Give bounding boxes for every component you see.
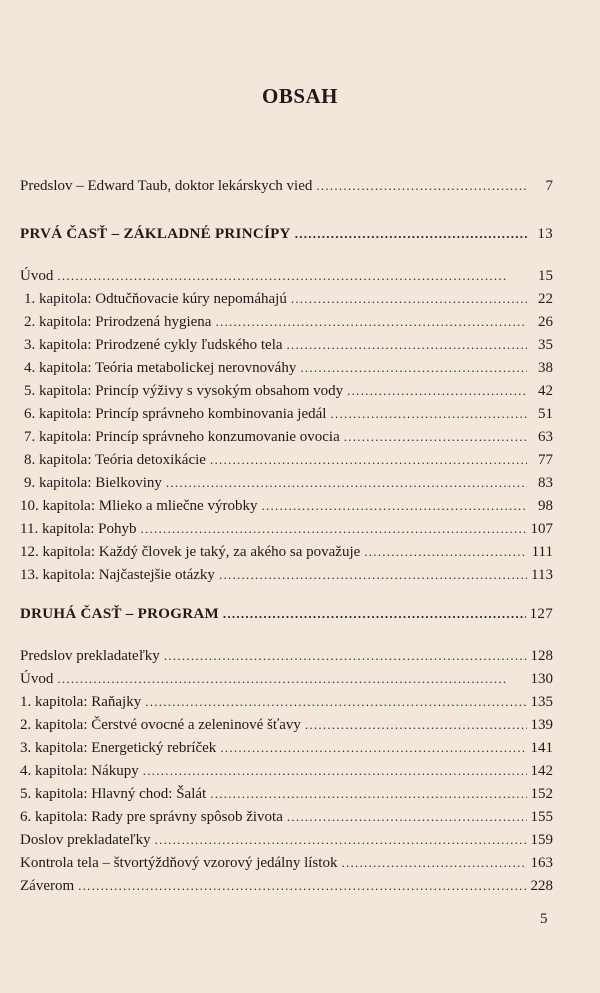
entry-label: 3. kapitola: Energetický rebríček bbox=[20, 740, 217, 756]
entry-label: 3. kapitola: Prirodzené cykly ľudského tela bbox=[24, 337, 283, 353]
entry-page: 111 bbox=[531, 544, 553, 560]
entry-page: 113 bbox=[531, 567, 553, 583]
dot-leader bbox=[287, 337, 527, 353]
entry-page: 159 bbox=[530, 832, 553, 848]
entry-label: 1. kapitola: Odtučňovacie kúry nepomáhajú bbox=[24, 291, 287, 307]
dot-leader bbox=[210, 786, 526, 802]
entry-page: 139 bbox=[530, 717, 553, 733]
entry-label: 6. kapitola: Rady pre správny spôsob života bbox=[20, 809, 283, 825]
dot-leader bbox=[261, 498, 527, 514]
toc-entry bbox=[24, 429, 553, 449]
entry-label: 7. kapitola: Princíp správneho konzumovanie ovocia bbox=[24, 429, 340, 445]
dot-leader bbox=[166, 475, 527, 491]
entry-page: 152 bbox=[530, 786, 553, 802]
entry-page: 135 bbox=[530, 694, 553, 710]
entry-label: 2. kapitola: Čerstvé ovocné a zeleninové šťavy bbox=[20, 717, 301, 733]
entry-page: 141 bbox=[530, 740, 553, 756]
dot-leader bbox=[316, 178, 527, 194]
part-page: 13 bbox=[537, 226, 553, 242]
dot-leader bbox=[215, 314, 527, 330]
entry-label: 10. kapitola: Mlieko a mliečne výrobky bbox=[20, 498, 258, 514]
toc-entry bbox=[20, 544, 553, 564]
entry-page: 15 bbox=[538, 268, 553, 284]
dot-leader bbox=[330, 406, 527, 422]
entry-page: 22 bbox=[538, 291, 553, 307]
toc-entry bbox=[20, 763, 553, 783]
page-title: OBSAH bbox=[261, 84, 339, 108]
part-page: 127 bbox=[529, 606, 553, 622]
entry-page: 26 bbox=[538, 314, 553, 330]
dot-leader bbox=[155, 832, 527, 848]
part-heading-1 bbox=[20, 226, 553, 246]
dot-leader bbox=[164, 648, 527, 664]
part-heading-2 bbox=[20, 606, 553, 626]
toc-entry bbox=[24, 291, 553, 311]
toc-entry bbox=[20, 521, 553, 541]
entry-label: 8. kapitola: Teória detoxikácie bbox=[24, 452, 206, 468]
toc-entry bbox=[20, 786, 553, 806]
dot-leader bbox=[291, 291, 527, 307]
dot-leader bbox=[57, 268, 527, 284]
entry-page: 98 bbox=[538, 498, 553, 514]
entry-label: Kontrola tela – štvortýždňový vzorový jedálny lístok bbox=[20, 855, 338, 871]
entry-page: 130 bbox=[530, 671, 553, 687]
dot-leader bbox=[145, 694, 526, 710]
toc-entry bbox=[20, 648, 553, 668]
entry-page: 42 bbox=[538, 383, 553, 399]
toc-entry bbox=[24, 337, 553, 357]
entry-label: 11. kapitola: Pohyb bbox=[20, 521, 137, 537]
dot-leader bbox=[287, 809, 527, 825]
toc-entry bbox=[20, 498, 553, 518]
entry-label: 6. kapitola: Princíp správneho kombinovania jedál bbox=[24, 406, 327, 422]
dot-leader bbox=[341, 855, 526, 871]
dot-leader bbox=[347, 383, 527, 399]
toc-entry bbox=[20, 717, 553, 737]
toc-entry bbox=[20, 567, 553, 587]
part-label: PRVÁ ČASŤ – ZÁKLADNÉ PRINCÍPY bbox=[20, 226, 291, 242]
toc-entry bbox=[20, 809, 553, 829]
entry-page: 51 bbox=[538, 406, 553, 422]
toc-entry bbox=[20, 740, 553, 760]
dot-leader bbox=[223, 606, 526, 622]
entry-page: 38 bbox=[538, 360, 553, 376]
entry-page: 155 bbox=[530, 809, 553, 825]
toc-entry bbox=[24, 406, 553, 426]
toc-entry bbox=[24, 314, 553, 334]
dot-leader bbox=[364, 544, 527, 560]
dot-leader bbox=[300, 360, 527, 376]
toc-entry bbox=[24, 475, 553, 495]
toc-entry bbox=[20, 832, 553, 852]
toc-entry bbox=[20, 671, 553, 691]
entry-page: 63 bbox=[538, 429, 553, 445]
toc-entry bbox=[24, 383, 553, 403]
dot-leader bbox=[78, 878, 526, 894]
entry-page: 107 bbox=[530, 521, 553, 537]
entry-label: 9. kapitola: Bielkoviny bbox=[24, 475, 162, 491]
entry-label: 4. kapitola: Teória metabolickej nerovnováhy bbox=[24, 360, 297, 376]
dot-leader bbox=[305, 717, 527, 733]
dot-leader bbox=[210, 452, 527, 468]
toc-entry bbox=[20, 855, 553, 875]
entry-page: 128 bbox=[530, 648, 553, 664]
entry-page: 83 bbox=[538, 475, 553, 491]
dot-leader bbox=[344, 429, 527, 445]
dot-leader bbox=[143, 763, 527, 779]
dot-leader bbox=[295, 226, 527, 242]
entry-label: Predslov prekladateľky bbox=[20, 648, 160, 664]
entry-page: 7 bbox=[545, 178, 553, 194]
entry-label: Predslov – Edward Taub, doktor lekárskych vied bbox=[20, 178, 313, 194]
toc-entry bbox=[24, 452, 553, 472]
entry-page: 35 bbox=[538, 337, 553, 353]
entry-label: 2. kapitola: Prirodzená hygiena bbox=[24, 314, 212, 330]
entry-page: 77 bbox=[538, 452, 553, 468]
entry-label: 13. kapitola: Najčastejšie otázky bbox=[20, 567, 215, 583]
entry-label: 1. kapitola: Raňajky bbox=[20, 694, 142, 710]
entry-label: 4. kapitola: Nákupy bbox=[20, 763, 139, 779]
toc-entry bbox=[20, 268, 553, 288]
toc-entry bbox=[24, 360, 553, 380]
toc-entry bbox=[20, 878, 553, 898]
entry-label: Záverom bbox=[20, 878, 75, 894]
entry-label: 12. kapitola: Každý človek je taký, za akého sa považuje bbox=[20, 544, 361, 560]
toc-entry-preface bbox=[20, 178, 553, 198]
toc-entry bbox=[20, 694, 553, 714]
entry-label: Úvod bbox=[20, 671, 54, 687]
entry-page: 142 bbox=[530, 763, 553, 779]
entry-label: Úvod bbox=[20, 268, 54, 284]
page-number: 5 bbox=[540, 911, 548, 927]
dot-leader bbox=[141, 521, 527, 537]
dot-leader bbox=[57, 671, 526, 687]
dot-leader bbox=[220, 740, 526, 756]
part-label: DRUHÁ ČASŤ – PROGRAM bbox=[20, 606, 219, 622]
entry-label: 5. kapitola: Princíp výživy s vysokým obsahom vody bbox=[24, 383, 344, 399]
entry-label: 5. kapitola: Hlavný chod: Šalát bbox=[20, 786, 207, 802]
entry-page: 228 bbox=[530, 878, 553, 894]
dot-leader bbox=[219, 567, 527, 583]
entry-page: 163 bbox=[530, 855, 553, 871]
entry-label: Doslov prekladateľky bbox=[20, 832, 151, 848]
